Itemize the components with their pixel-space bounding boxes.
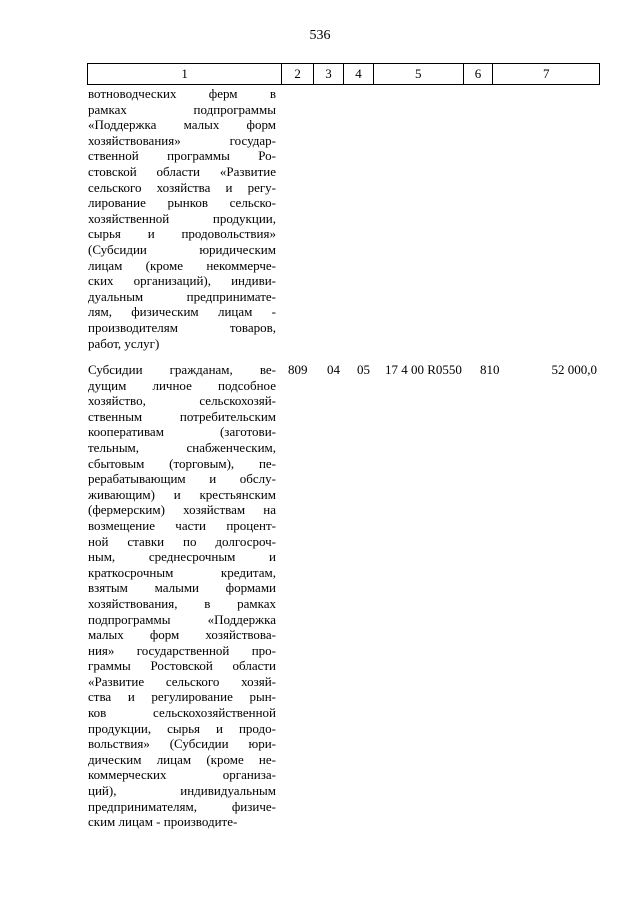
description-line: продукции, сырья и продо-: [88, 720, 276, 736]
header-col-7: 7: [542, 66, 550, 81]
description-line: производителям товаров,: [88, 319, 276, 335]
description-line: лицам (кроме некоммерче-: [88, 257, 276, 273]
row-2-amount: 52 000,0: [551, 362, 597, 377]
header-col-4: 4: [344, 64, 374, 84]
description-line: сбытовым (торговым), пе-: [88, 455, 276, 471]
description-line: хозяйствования» государ-: [88, 132, 276, 148]
description-line: предпринимателям, физиче-: [88, 798, 276, 814]
header-col-5: 5: [374, 64, 464, 84]
header-col-3: 3: [314, 64, 344, 84]
description-line: (фермерским) хозяйствам на: [88, 502, 276, 518]
description-line: дическим лицам (кроме не-: [88, 751, 276, 767]
header-col-2: 2: [282, 64, 314, 84]
row-2-grbs-code: 809: [288, 362, 308, 377]
description-line: хозяйство, сельскохозяй-: [88, 393, 276, 409]
description-line: подпрограммы «Поддержка: [88, 611, 276, 627]
row-2-section-code: 04: [327, 362, 340, 377]
table-header: [87, 63, 600, 85]
description-line: краткосрочным кредитам,: [88, 564, 276, 580]
description-line: Субсидии гражданам, ве-: [88, 362, 276, 377]
description-line: лирование рынков сельско-: [88, 195, 276, 211]
description-line: взятым малыми формами: [88, 580, 276, 596]
row-2-target-article: 17 4 00 R0550: [385, 362, 462, 377]
description-line: дущим личное подсобное: [88, 377, 276, 393]
description-line: вольствия» (Субсидии юри-: [88, 736, 276, 752]
description-line: ственной программы Ро-: [88, 148, 276, 164]
description-line: вотноводческих ферм в: [88, 86, 276, 101]
description-line: ским лицам - производите-: [88, 814, 238, 830]
description-line: ских организаций), индиви-: [88, 273, 276, 289]
row-2-expense-type: 810: [480, 362, 500, 377]
description-line: возмещение части процент-: [88, 517, 276, 533]
description-line: «Развитие сельского хозяй-: [88, 673, 276, 689]
description-line: дуальным предпринимате-: [88, 288, 276, 304]
description-line: (Субсидии юридическим: [88, 241, 276, 257]
description-line: сельского хозяйства и регу-: [88, 179, 276, 195]
row-2-description: [88, 362, 276, 830]
description-line: рерабатывающим и обслу-: [88, 471, 276, 487]
description-line: «Поддержка малых форм: [88, 117, 276, 133]
description-line: ной ставки по долгосроч-: [88, 533, 276, 549]
header-col-6: 6: [464, 64, 494, 84]
description-line: граммы Ростовской области: [88, 658, 276, 674]
description-line: хозяйствования, в рамках: [88, 595, 276, 611]
description-line: ков сельскохозяйственной: [88, 705, 276, 721]
page-number: 536: [309, 28, 331, 43]
description-line: лям, физическим лицам -: [88, 304, 276, 320]
row-2-subsection-code: 05: [357, 362, 370, 377]
description-line: рамках подпрограммы: [88, 101, 276, 117]
description-line: кооперативам (заготови-: [88, 424, 276, 440]
description-line: сырья и продовольствия»: [88, 226, 276, 242]
description-line: хозяйственной продукции,: [88, 210, 276, 226]
description-line: ства и регулирование рын-: [88, 689, 276, 705]
description-line: ственным потребительским: [88, 408, 276, 424]
description-line: стовской области «Развитие: [88, 163, 276, 179]
description-line: работ, услуг): [88, 335, 160, 351]
description-line: коммерческих организа-: [88, 767, 276, 783]
row-1-description: [88, 86, 276, 351]
description-line: ций), индивидуальным: [88, 783, 276, 799]
description-line: ния» государственной про-: [88, 642, 276, 658]
header-col-1: 1: [88, 64, 282, 84]
description-line: живающим) и крестьянским: [88, 486, 276, 502]
description-line: малых форм хозяйствова-: [88, 627, 276, 643]
description-line: тельным, снабженческим,: [88, 439, 276, 455]
description-line: ным, среднесрочным и: [88, 549, 276, 565]
